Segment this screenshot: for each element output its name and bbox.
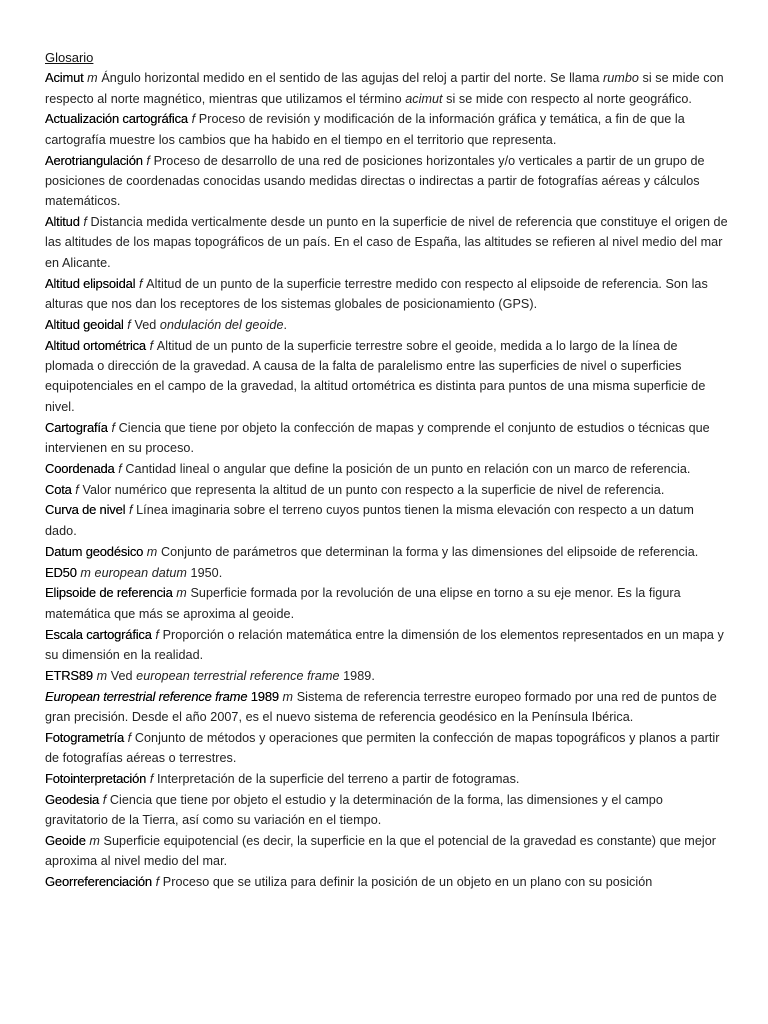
glossary-definition: Cantidad lineal o angular que define la posición de un punto en relación con un marco de referencia. (125, 461, 691, 476)
glossary-term: Altitud elipsoidal (45, 275, 136, 291)
glossary-entry (45, 315, 728, 335)
glossary-definition: Superficie formada por la revolución de una elipse en torno a su eje menor. Es la figura matemática que más se aproxima al geoide. (45, 586, 681, 621)
grammatical-gender: f (191, 112, 196, 127)
glossary-definition: Conjunto de parámetros que determinan la forma y las dimensiones del elipsoide de referencia. (160, 544, 699, 559)
glossary-term: Fotogrametría (45, 729, 125, 745)
grammatical-gender: m (282, 689, 294, 704)
glossary-term: Cota (45, 481, 72, 497)
glossary-term: Coordenada (45, 460, 115, 476)
glossary-entry (45, 872, 728, 892)
glossary-term: Datum geodésico (45, 543, 144, 559)
glossary-entry (45, 563, 728, 583)
glossary-term: ED50 (45, 564, 77, 580)
glossary-term: Elipsoide de referencia (45, 585, 173, 601)
glossary-entry (45, 790, 728, 831)
glossary-definition: Proporción o relación matemática entre la dimensión de los elementos representados en un mapa y su dimensión en la realidad. (45, 627, 724, 662)
grammatical-gender: m (89, 834, 100, 849)
glossary-entry (45, 480, 728, 500)
glossary-definition: Proceso de desarrollo de una red de posiciones horizontales y/o verticales a partir de un grupo de posiciones de coordenadas conocidas usando medidas directas o indirectas a partir de fotografías aéreas y cálculos matemáticos. (45, 153, 705, 209)
grammatical-gender: f (128, 503, 133, 518)
glossary-entry (45, 459, 728, 479)
glossary-term: Altitud geoidal (45, 316, 124, 332)
glossary-definition: Altitud de un punto de la superficie terrestre medido con respecto al elipsoide de referencia. Son las alturas que nos dan los receptores de los sistemas globales de posicionamiento (GPS). (45, 276, 708, 311)
glossary-entry (45, 583, 728, 624)
glossary-entry (45, 769, 728, 789)
glossary-entry (45, 68, 728, 109)
grammatical-gender: m (80, 565, 91, 580)
glossary-term: Altitud ortométrica (45, 337, 146, 353)
glossary-definition: Ciencia que tiene por objeto la confección de mapas y comprende el conjunto de estudios o técnicas que intervienen en su proceso. (45, 420, 710, 455)
grammatical-gender: m (96, 668, 108, 683)
glossary-entry (45, 109, 728, 150)
grammatical-gender: f (102, 792, 107, 807)
glossary-definition: Superficie equipotencial (es decir, la superficie en la que el potencial de la gravedad es constante) que mejor aproxima al nivel medio del mar. (45, 834, 717, 869)
glossary-definition: Ciencia que tiene por objeto el estudio y la determinación de la forma, las dimensiones y el campo gravitatorio de la Tierra, así como su variación en el tiempo. (45, 792, 663, 828)
glossary-entry (45, 666, 728, 686)
glossary-term: Cartografía (45, 419, 108, 435)
glossary-entry (45, 212, 728, 273)
grammatical-gender: f (127, 317, 131, 332)
grammatical-gender: f (155, 875, 160, 890)
grammatical-gender: f (149, 772, 154, 787)
glossary-definition: Ved ondulación del geoide. (134, 317, 288, 332)
glossary-term: Altitud (45, 214, 80, 230)
glossary-term: Actualización cartográfica (45, 111, 188, 127)
grammatical-gender: f (83, 215, 87, 230)
glossary-entry (45, 418, 728, 459)
grammatical-gender: m (176, 586, 187, 601)
glossary-definition: Proceso que se utiliza para definir la posición de un objeto en un plano con su posición (162, 875, 653, 890)
glossary-entry (45, 687, 728, 728)
glossary-definition: Valor numérico que representa la altitud de un punto con respecto a la superficie de nivel de referencia. (82, 482, 665, 497)
glossary-definition: Interpretación de la superficie del terreno a partir de fotogramas. (157, 772, 520, 787)
glossary-entries (45, 68, 728, 892)
grammatical-gender: f (146, 153, 150, 168)
glossary-term: Geoide (45, 833, 86, 849)
glossary-definition: Sistema de referencia terrestre europeo formado por una red de puntos de gran precisión. Desde el año 2007, es el nuevo sistema de referencia geodésico en la Península Ibérica. (45, 689, 717, 724)
glossary-definition: Conjunto de métodos y operaciones que permiten la confección de mapas topográficos y planos a partir de fotografías aéreas o terrestres. (45, 730, 720, 766)
glossary-entry (45, 728, 728, 769)
glossary-entry (45, 831, 728, 872)
glossary-term: Curva de nivel (45, 502, 126, 518)
glossary-term: ETRS89 (45, 667, 93, 683)
glossary-term: Escala cartográfica (45, 626, 152, 642)
grammatical-gender: m (87, 71, 98, 86)
glossary-definition: Ángulo horizontal medido en el sentido de las agujas del reloj a partir del norte. Se llama rumbo si se mide con respecto al norte magnético, mientras que utilizamos el término acimut si se mide con respecto al norte geográfico. (45, 71, 724, 106)
grammatical-gender: f (75, 482, 79, 497)
glossary-term: European terrestrial reference frame 1989 (45, 688, 279, 704)
glossary-entry (45, 274, 728, 315)
glossary-entry (45, 625, 728, 666)
glossary-heading: Glosario (45, 50, 94, 65)
glossary-definition: Distancia medida verticalmente desde un punto en la superficie de nivel de referencia que constituye el origen de las altitudes de los mapas topográficos de un país. En el caso de España, las altitudes se refieren al nivel medio del mar en Alicante. (45, 215, 728, 270)
glossary-term: Georreferenciación (45, 874, 152, 890)
grammatical-gender: f (138, 276, 143, 291)
glossary-term: Fotointerpretación (45, 771, 147, 787)
grammatical-gender: f (127, 730, 132, 745)
glossary-entry (45, 500, 728, 541)
glossary-term: Acimut (45, 70, 84, 86)
glossary-definition: Línea imaginaria sobre el terreno cuyos puntos tienen la misma elevación con respecto a un datum dado. (45, 503, 694, 538)
grammatical-gender: f (149, 338, 154, 353)
grammatical-gender: f (155, 627, 159, 642)
glossary-definition: Proceso de revisión y modificación de la información gráfica y temática, a fin de que la cartografía muestre los cambios que ha habido en el tiempo en el territorio que representa. (45, 112, 685, 147)
glossary-entry (45, 336, 728, 417)
grammatical-gender: m (146, 544, 158, 559)
glossary-entry (45, 151, 728, 212)
grammatical-gender: f (118, 461, 122, 476)
glossary-term: Geodesia (45, 791, 100, 807)
glossary-entry (45, 542, 728, 562)
glossary-definition: european datum 1950. (94, 565, 223, 580)
glossary-definition: Ved european terrestrial reference frame 1989. (110, 668, 375, 683)
glossary-definition: Altitud de un punto de la superficie terrestre sobre el geoide, medida a lo largo de la línea de plomada o dirección de la gravedad. A causa de la falta de paralelismo entre las superficies de nivel o superficies equipotenciales en el campo de la gravedad, la altitud ortométrica es distinta para puntos de una misma superficie de nivel. (45, 338, 706, 414)
grammatical-gender: f (111, 420, 116, 435)
glossary-term: Aerotriangulación (45, 152, 143, 168)
